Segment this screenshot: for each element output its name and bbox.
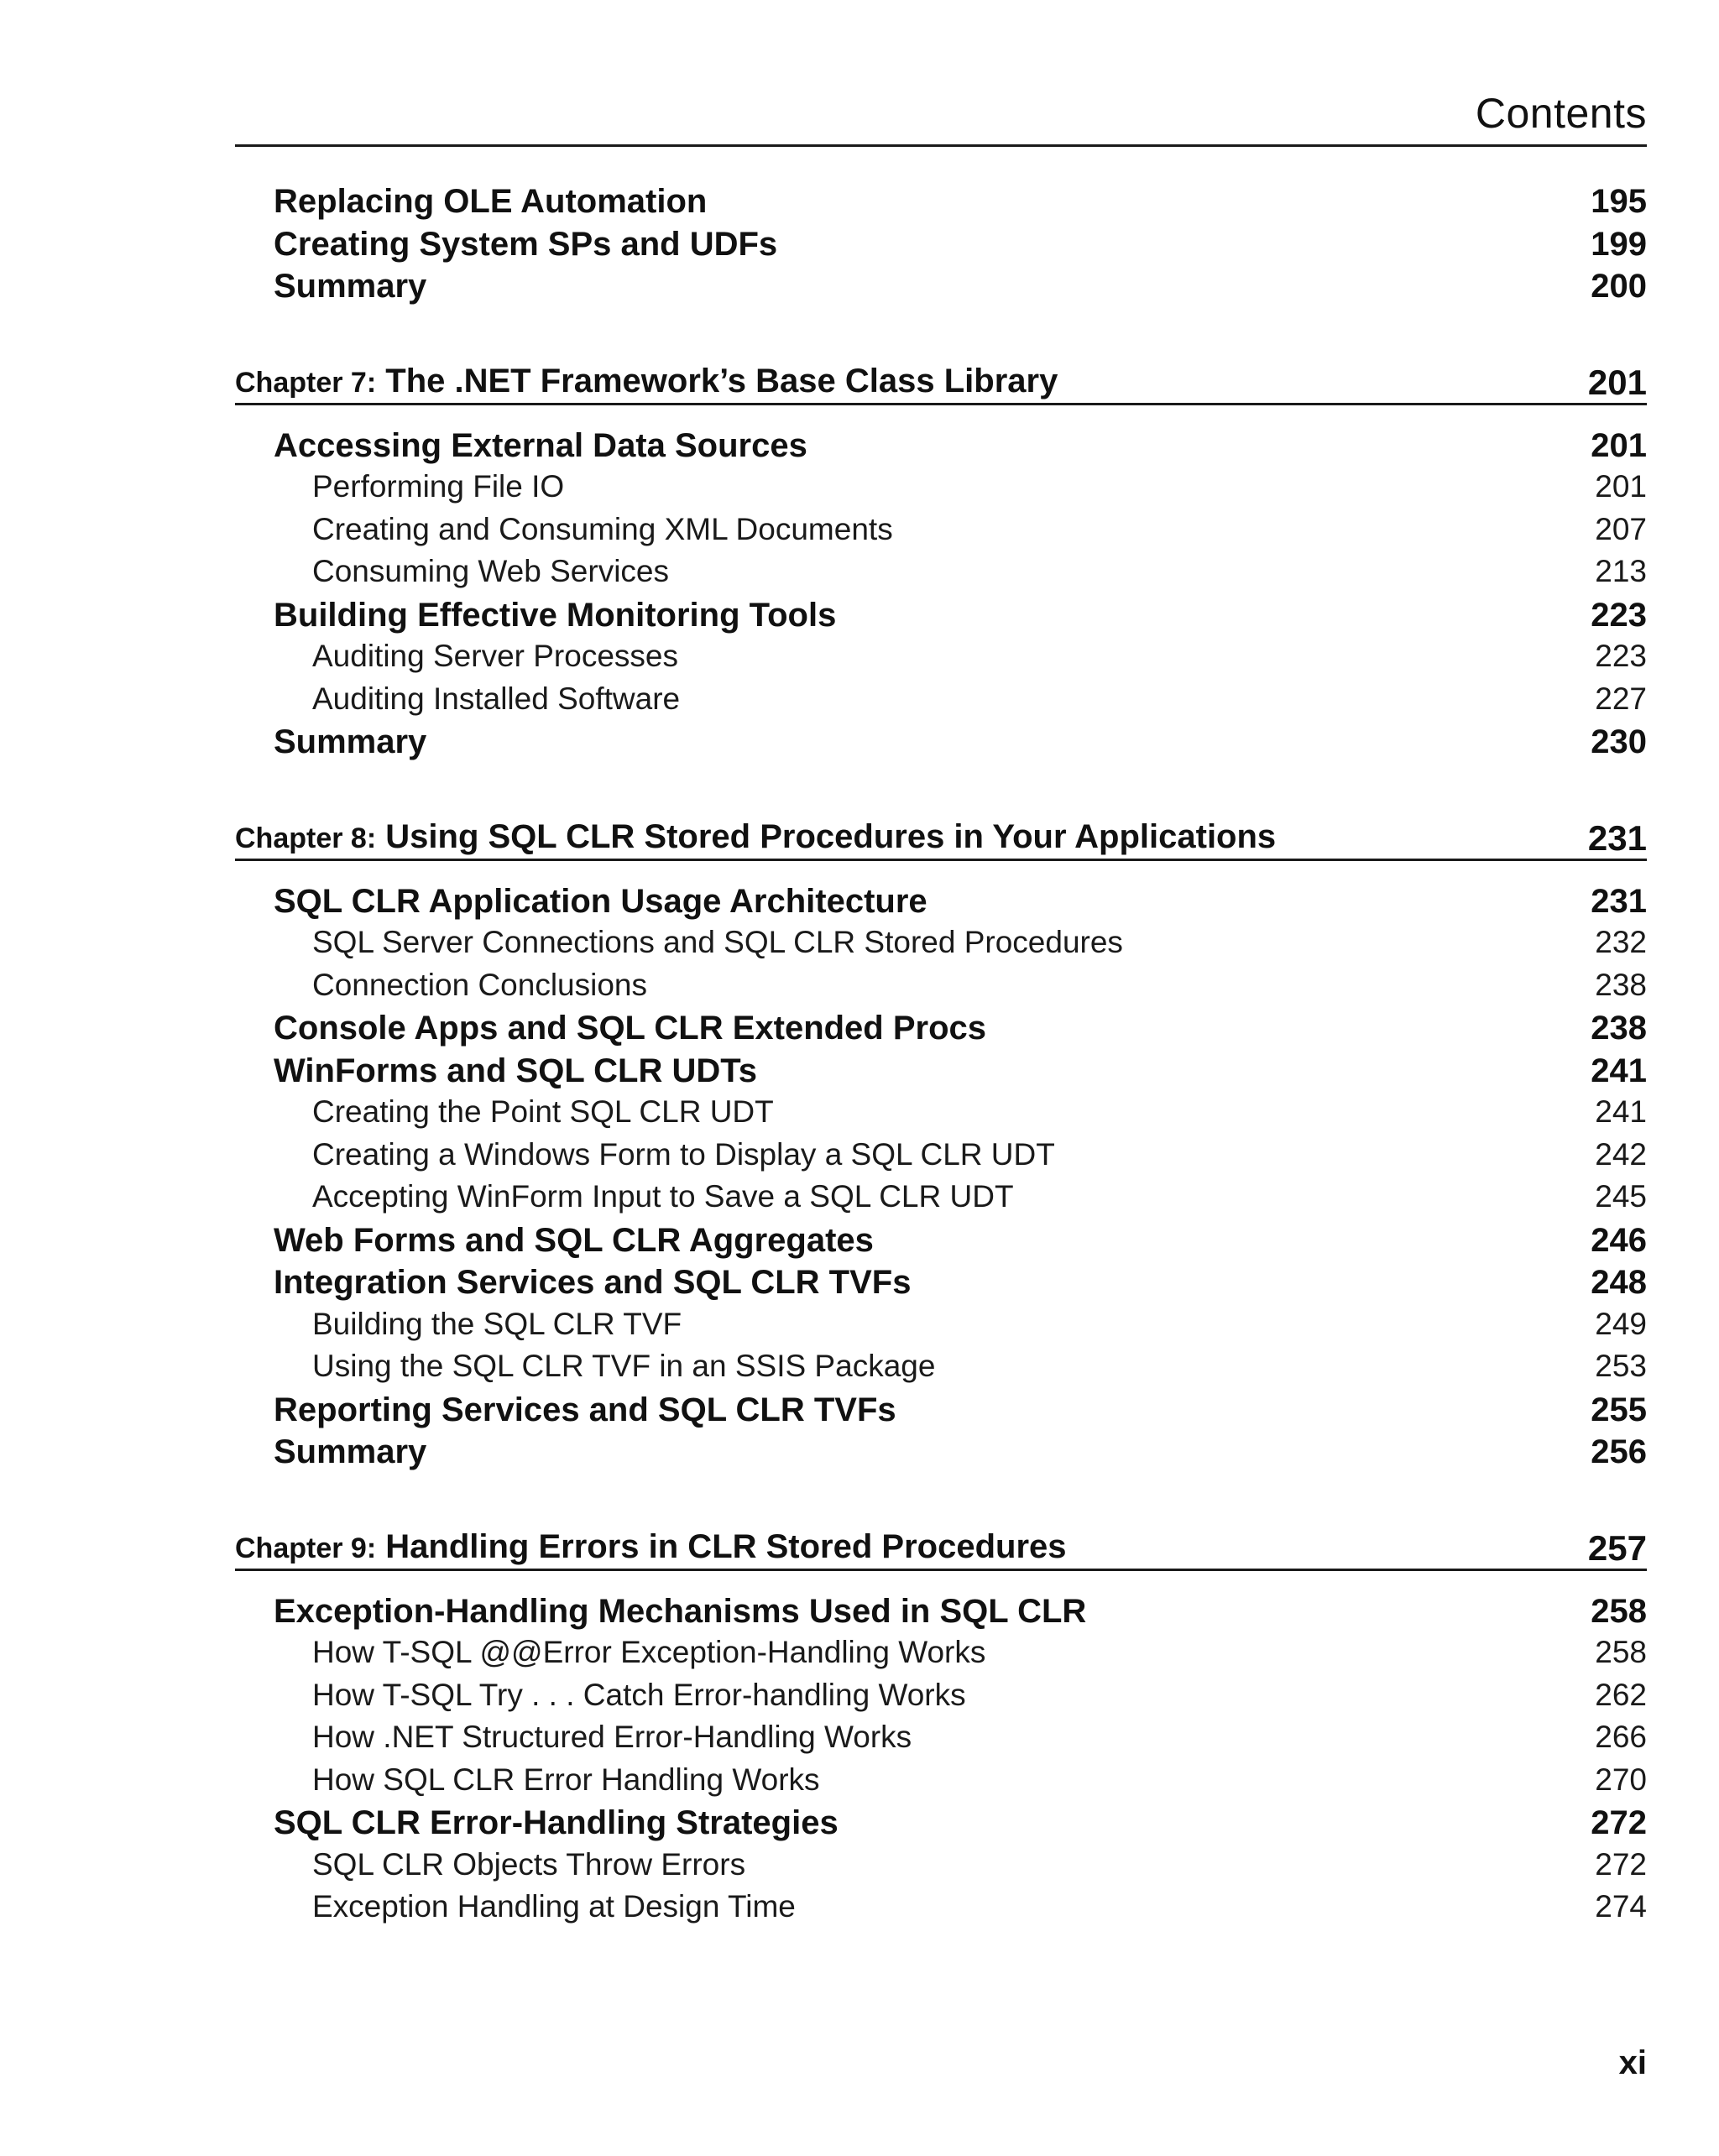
chapter-number: Chapter 7: — [235, 366, 377, 399]
chapter-block — [235, 1520, 1647, 1571]
table-of-contents — [235, 183, 1647, 1932]
toc-section-entry[interactable] — [235, 1052, 1647, 1095]
toc-subsection-entry[interactable] — [235, 1307, 1647, 1349]
chapter-title — [235, 817, 1276, 859]
entry-title: Summary — [274, 268, 427, 305]
entry-title: SQL CLR Error-Handling Strategies — [274, 1804, 839, 1841]
toc-subsection-entry[interactable] — [235, 1349, 1647, 1391]
entry-page-number: 227 — [1595, 681, 1647, 716]
toc-subsection-entry[interactable] — [235, 681, 1647, 724]
entry-page-number: 195 — [1591, 183, 1647, 220]
section-list — [235, 883, 1647, 1476]
entry-page-number: 253 — [1595, 1349, 1647, 1383]
entry-title: Reporting Services and SQL CLR TVFs — [274, 1391, 896, 1428]
toc-section-entry[interactable] — [235, 1391, 1647, 1434]
toc-section-entry[interactable] — [235, 1804, 1647, 1847]
entry-title: Accessing External Data Sources — [274, 426, 807, 464]
entry-title: WinForms and SQL CLR UDTs — [274, 1052, 757, 1089]
toc-subsection-entry[interactable] — [235, 1678, 1647, 1720]
toc-subsection-entry[interactable] — [235, 639, 1647, 681]
entry-page-number: 201 — [1595, 469, 1647, 504]
chapter-number: Chapter 8: — [235, 822, 377, 854]
chapter-name: The .NET Framework’s Base Class Library — [385, 362, 1058, 399]
entry-title: Building the SQL CLR TVF — [312, 1306, 682, 1341]
entry-page-number: 232 — [1595, 925, 1647, 959]
entry-page-number: 213 — [1595, 554, 1647, 588]
toc-section-entry[interactable] — [235, 1264, 1647, 1307]
entry-title: Creating and Consuming XML Documents — [312, 511, 893, 546]
entry-page-number: 241 — [1591, 1052, 1647, 1089]
section-list — [235, 1593, 1647, 1932]
chapter-title — [235, 361, 1058, 403]
entry-title: Using the SQL CLR TVF in an SSIS Package — [312, 1349, 936, 1383]
toc-subsection-entry[interactable] — [235, 925, 1647, 968]
chapter-heading[interactable] — [235, 1520, 1647, 1571]
entry-page-number: 223 — [1591, 596, 1647, 634]
chapter-page-number: 257 — [1587, 1527, 1647, 1568]
page-header — [235, 84, 1647, 147]
chapter-heading[interactable] — [235, 810, 1647, 861]
toc-section-entry[interactable] — [235, 427, 1647, 470]
entry-title: How SQL CLR Error Handling Works — [312, 1762, 820, 1797]
toc-subsection-entry[interactable] — [235, 1094, 1647, 1137]
chapter-heading[interactable] — [235, 354, 1647, 405]
entry-page-number: 256 — [1591, 1433, 1647, 1470]
entry-title: SQL CLR Objects Throw Errors — [312, 1846, 746, 1882]
entry-page-number: 249 — [1595, 1306, 1647, 1341]
entry-page-number: 262 — [1595, 1677, 1647, 1712]
entry-title: Creating a Windows Form to Display a SQL CLR UDT — [312, 1136, 1055, 1172]
chapter-page-number: 231 — [1587, 817, 1647, 858]
chapter-block — [235, 354, 1647, 405]
entry-title: Summary — [274, 1433, 427, 1470]
entry-page-number: 241 — [1595, 1094, 1647, 1129]
toc-section-entry[interactable] — [235, 1010, 1647, 1052]
entry-page-number: 230 — [1591, 723, 1647, 760]
entry-title: Creating System SPs and UDFs — [274, 225, 778, 263]
entry-title: How T-SQL @@Error Exception-Handling Works — [312, 1635, 986, 1669]
toc-section-entry[interactable] — [235, 1433, 1647, 1476]
entry-page-number: 266 — [1595, 1720, 1647, 1754]
chapter-name: Handling Errors in CLR Stored Procedures — [385, 1527, 1067, 1565]
entry-title: Console Apps and SQL CLR Extended Procs — [274, 1010, 987, 1047]
entry-title: How T-SQL Try . . . Catch Error-handling Works — [312, 1677, 966, 1712]
toc-subsection-entry[interactable] — [235, 512, 1647, 555]
entry-title: Exception Handling at Design Time — [312, 1889, 796, 1924]
entry-page-number: 274 — [1595, 1889, 1647, 1924]
entry-page-number: 207 — [1595, 511, 1647, 546]
entry-page-number: 258 — [1595, 1635, 1647, 1669]
entry-title: Consuming Web Services — [312, 554, 669, 588]
entry-page-number: 272 — [1595, 1846, 1647, 1882]
toc-subsection-entry[interactable] — [235, 554, 1647, 597]
chapter-name: Using SQL CLR Stored Procedures in Your Applications — [385, 817, 1277, 855]
chapter-number: Chapter 9: — [235, 1532, 377, 1564]
entry-page-number: 199 — [1591, 225, 1647, 263]
toc-section-entry[interactable] — [235, 723, 1647, 766]
toc-section-entry[interactable] — [235, 597, 1647, 639]
entry-page-number: 246 — [1591, 1221, 1647, 1259]
toc-section-entry[interactable] — [235, 183, 1647, 226]
entry-page-number: 248 — [1591, 1264, 1647, 1301]
entry-title: SQL Server Connections and SQL CLR Stored Procedures — [312, 925, 1123, 959]
toc-subsection-entry[interactable] — [235, 968, 1647, 1010]
entry-title: Connection Conclusions — [312, 967, 648, 1002]
entry-page-number: 245 — [1595, 1179, 1647, 1214]
entry-title: Building Effective Monitoring Tools — [274, 596, 837, 634]
toc-subsection-entry[interactable] — [235, 1137, 1647, 1180]
section-list — [235, 427, 1647, 766]
entry-page-number: 258 — [1591, 1592, 1647, 1630]
entry-page-number: 223 — [1595, 639, 1647, 673]
section-list — [235, 183, 1647, 311]
toc-section-entry[interactable] — [235, 1593, 1647, 1636]
toc-section-entry[interactable] — [235, 883, 1647, 926]
toc-section-entry[interactable] — [235, 268, 1647, 311]
chapter-page-number: 201 — [1587, 362, 1647, 402]
entry-title: Auditing Server Processes — [312, 639, 678, 673]
toc-section-entry[interactable] — [235, 1222, 1647, 1265]
entry-title: Replacing OLE Automation — [274, 183, 708, 220]
entry-page-number: 200 — [1591, 268, 1647, 305]
entry-title: Creating the Point SQL CLR UDT — [312, 1094, 774, 1129]
entry-title: Integration Services and SQL CLR TVFs — [274, 1264, 912, 1301]
entry-title: Web Forms and SQL CLR Aggregates — [274, 1221, 874, 1259]
toc-subsection-entry[interactable] — [235, 1179, 1647, 1222]
entry-title: Performing File IO — [312, 469, 565, 504]
entry-page-number: 270 — [1595, 1762, 1647, 1797]
entry-page-number: 255 — [1591, 1391, 1647, 1428]
toc-subsection-entry[interactable] — [235, 1847, 1647, 1890]
entry-title: How .NET Structured Error-Handling Works — [312, 1720, 912, 1754]
chapter-block — [235, 810, 1647, 861]
chapter-title — [235, 1527, 1067, 1569]
entry-page-number: 231 — [1591, 882, 1647, 920]
entry-title: Auditing Installed Software — [312, 681, 681, 716]
entry-page-number: 201 — [1591, 426, 1647, 464]
entry-title: Summary — [274, 723, 427, 760]
toc-subsection-entry[interactable] — [235, 1720, 1647, 1762]
toc-subsection-entry[interactable] — [235, 1635, 1647, 1678]
entry-title: Accepting WinForm Input to Save a SQL CLR UDT — [312, 1179, 1014, 1214]
toc-subsection-entry[interactable] — [235, 1889, 1647, 1932]
entry-page-number: 238 — [1591, 1010, 1647, 1047]
toc-subsection-entry[interactable] — [235, 469, 1647, 512]
entry-page-number: 272 — [1591, 1804, 1647, 1841]
toc-subsection-entry[interactable] — [235, 1762, 1647, 1805]
entry-page-number: 238 — [1595, 967, 1647, 1002]
running-header-title: Contents — [1475, 90, 1647, 137]
entry-page-number: 242 — [1595, 1136, 1647, 1172]
toc-section-entry[interactable] — [235, 226, 1647, 269]
entry-title: Exception-Handling Mechanisms Used in SQL CLR — [274, 1592, 1087, 1630]
page-number: xi — [1618, 2044, 1647, 2081]
entry-title: SQL CLR Application Usage Architecture — [274, 882, 927, 920]
